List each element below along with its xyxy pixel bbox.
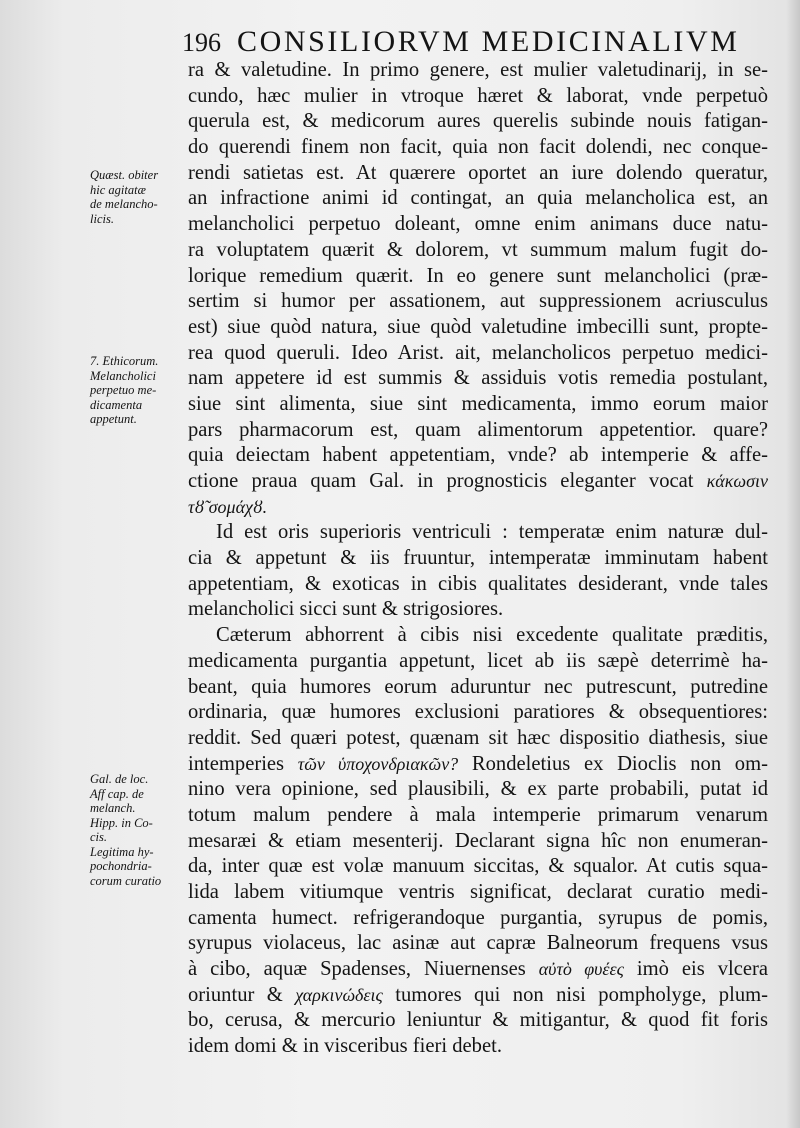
marginal-note-3 [90,772,182,888]
text-line: rendi satietas est. At quærere oportet an iure dolendo queratur, [188,161,768,184]
text-line: ra voluptatem quærit & dolorem, vt summum malum fugit do- [188,238,768,261]
marginal-line: Aff cap. de [90,786,144,801]
text-line: an infractione animi id contingat, an quia melancholica est, an [188,187,768,210]
marginal-line: hic agitatæ [90,182,146,197]
marginal-line: dicamenta [90,397,143,412]
text-line: syrupus violaceus, lac asinæ aut capræ Balneorum frequens vsus [188,932,768,955]
marginal-note-1 [90,168,182,226]
greek-word: τȣ̃ σομάχȣ. [188,496,268,517]
text-line: rea quod queruli. Ideo Arist. ait, melancholicos perpetuo medici- [188,341,768,364]
marginal-line: corum curatio [90,873,162,888]
marginal-line: appetunt. [90,412,137,426]
text-run: oriuntur & [188,983,283,1006]
running-header [182,22,742,62]
page-number: 196 [182,28,221,57]
text-line [188,495,768,521]
greek-word: τῶν ὑποχονδριακῶν? [297,753,459,774]
marginal-line: Hipp. in Co- [90,815,153,830]
text-line: mesaræi & etiam mesenterij. Declarant signa hîc non enumeran- [188,829,768,852]
text-line: lorique remedium quærit. In eo genere sunt melancholici (præ- [188,264,768,287]
marginal-line: 7. Ethicorum. [90,354,159,368]
text-run: imò eis vlcera [636,958,768,981]
text-line: melancholici sicci sunt & strigosiores. [188,598,504,621]
marginal-line: perpetuo me- [90,383,157,397]
text-line [188,957,768,983]
greek-word: χαρκινώδεις [295,984,383,1005]
page-edge-shadow [786,0,800,1128]
text-line: quia deiectam habent appetentiam, vnde? ab intemperie & affe- [188,444,768,467]
marginal-line: de melancho- [90,197,158,211]
marginal-line: Melancholici [90,368,156,383]
text-line: da, inter quæ est volæ manuum siccitas, & squalor. At cutis squa- [188,855,768,878]
text-run: à cibo, aquæ Spadenses, Niuernenses [188,958,526,981]
text-line: melancholici perpetuo doleant, omne enim animans duce natu- [188,213,768,236]
text-line: nino vera opinione, sed plausibili, & ex parte probabili, putat id [188,778,768,801]
marginal-note-2 [90,354,182,427]
marginal-line: Gal. de loc. [90,772,149,786]
marginal-line: pochondria- [90,859,152,873]
text-line [188,752,768,778]
text-run: tumores qui non nisi pompholyge, plum- [395,983,768,1006]
text-line: sertim si humor per assationem, aut suppressionem acriusculus [188,290,768,313]
text-line: pars pharmacorum est, quam alimentorum appetentior. quare? [188,418,768,441]
marginal-line: cis. [90,830,108,844]
text-line: totum malum pendere à mala intemperie primarum venarum [188,803,768,826]
text-line [188,469,768,495]
text-line: idem domi & in visceribus fieri debet. [188,1035,502,1058]
greek-word: κάκωσιν [706,471,768,491]
text-line: Id est oris superioris ventriculi : temperatæ enim naturæ dul- [216,521,768,544]
text-line: appetentiam, & exoticas in cibis qualitates desiderant, vnde tales [188,572,768,595]
text-line: do querendi finem non facit, quia non facit dolendi, nec conque- [188,136,768,159]
text-run: ctione praua quam Gal. in prognosticis eleganter vocat [188,470,694,492]
text-line: Cæterum abhorrent à cibis nisi excedente qualitate præditis, [216,624,768,647]
text-line: lida labem vitiumque ventris significat, declarat curatio medi- [188,881,768,903]
text-line: camenta humect. refrigerandoque purgantia, syrupus de pomis, [188,906,768,929]
text-line: nam appetere id est summis & assiduis votis remedia postulant, [188,367,768,390]
text-run: intemperies [188,752,285,775]
text-line: siue sint alimenta, siue sint medicamenta, immo eorum maior [188,392,768,415]
running-title: CONSILIORVM MEDICINALIVM [237,25,740,58]
marginal-line: licis. [90,211,114,226]
text-line: medicamenta purgantia appetunt, licet ab iis sæpè deterrimè ha- [188,649,768,672]
marginal-line: Legitima hy- [90,844,154,859]
marginal-line: melanch. [90,801,136,815]
text-line: beant, quia humores eorum aduruntur nec putrescunt, putredine [188,675,768,698]
text-line [188,983,768,1009]
text-line: ra & valetudine. In primo genere, est mulier valetudinarij, in se- [188,59,768,81]
text-line: cundo, hæc mulier in vtroque hæret & laborat, vnde perpetuò [188,84,768,107]
text-line: querula est, & medicorum aures querelis subinde nouis fatigan- [188,110,768,133]
text-run: Rondeletius ex Dioclis non om- [471,752,768,775]
main-text [188,58,768,1060]
text-line: reddit. Sed quæri potest, quænam sit hæc dispositio diathesis, siue [188,726,768,749]
marginal-line: Quæst. obiter [90,168,159,182]
text-line: est) siue quòd natura, siue quòd valetudine imbecilli sunt, propte- [188,315,768,338]
greek-word: αὐτὸ φυέες [538,959,624,980]
text-line: ordinaria, quæ humores exclusioni paratiores & obsequentiores: [188,701,768,724]
text-line: bo, cerusa, & mercurio leniuntur & mitigantur, & quod fit foris [188,1009,768,1032]
text-line: cia & appetunt & iis fruuntur, intemperatæ imminutam habent [188,547,768,570]
